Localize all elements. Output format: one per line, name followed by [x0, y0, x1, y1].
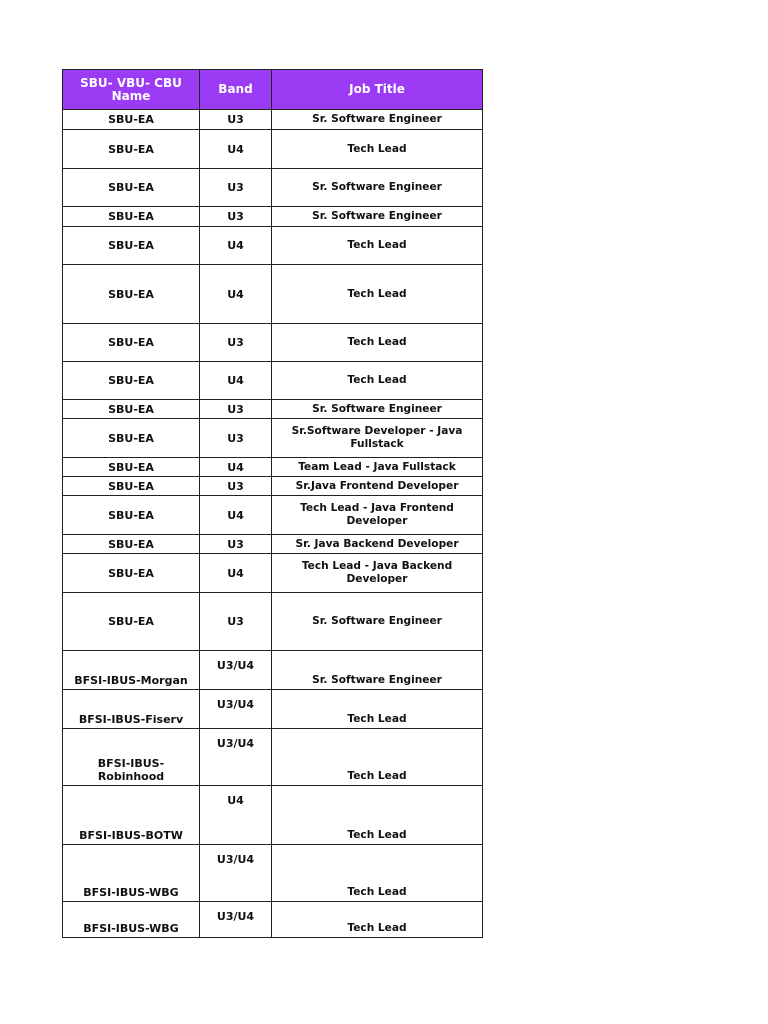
- band-cell: U3: [200, 535, 272, 554]
- unit-name-cell: BFSI-IBUS-Morgan: [63, 651, 200, 690]
- band-cell: U4: [200, 130, 272, 169]
- band-cell: U3: [200, 593, 272, 651]
- table-row: [63, 554, 483, 593]
- band-cell: U3/U4: [200, 902, 272, 938]
- job-title-cell: Tech Lead: [272, 265, 483, 324]
- job-title-cell: Sr. Software Engineer: [272, 110, 483, 130]
- band-cell: U4: [200, 554, 272, 593]
- job-title-cell: Tech Lead - Java Frontend Developer: [272, 496, 483, 535]
- band-cell: U3: [200, 110, 272, 130]
- unit-name-cell: SBU-EA: [63, 554, 200, 593]
- unit-name-cell: SBU-EA: [63, 458, 200, 477]
- job-title-cell: Sr.Software Developer - Java Fullstack: [272, 419, 483, 458]
- unit-name-cell: SBU-EA: [63, 362, 200, 400]
- table-body: [63, 110, 483, 938]
- job-title-cell: Sr.Java Frontend Developer: [272, 477, 483, 496]
- band-cell: U3: [200, 324, 272, 362]
- band-cell: U3: [200, 169, 272, 207]
- unit-name-cell: SBU-EA: [63, 496, 200, 535]
- job-title-cell: Tech Lead: [272, 729, 483, 786]
- job-title-cell: Tech Lead: [272, 845, 483, 902]
- table-row: [63, 786, 483, 845]
- band-cell: U4: [200, 496, 272, 535]
- unit-name-cell: BFSI-IBUS-WBG: [63, 902, 200, 938]
- header-band: Band: [200, 70, 272, 110]
- band-cell: U3/U4: [200, 845, 272, 902]
- band-cell: U4: [200, 786, 272, 845]
- header-job-title: Job Title: [272, 70, 483, 110]
- unit-name-cell: SBU-EA: [63, 593, 200, 651]
- table-row: [63, 729, 483, 786]
- job-title-cell: Tech Lead: [272, 786, 483, 845]
- table-header: [63, 70, 483, 110]
- unit-name-cell: SBU-EA: [63, 535, 200, 554]
- table-row: [63, 207, 483, 227]
- job-title-cell: Tech Lead: [272, 324, 483, 362]
- unit-name-cell: SBU-EA: [63, 477, 200, 496]
- job-title-cell: Sr. Software Engineer: [272, 651, 483, 690]
- jobs-table: [62, 69, 483, 938]
- table-row: [63, 265, 483, 324]
- job-title-cell: Sr. Software Engineer: [272, 400, 483, 419]
- job-title-cell: Sr. Software Engineer: [272, 169, 483, 207]
- table-row: [63, 324, 483, 362]
- table-row: [63, 535, 483, 554]
- unit-name-cell: SBU-EA: [63, 207, 200, 227]
- job-title-cell: Tech Lead: [272, 130, 483, 169]
- table-row: [63, 651, 483, 690]
- table-row: [63, 477, 483, 496]
- job-title-cell: Sr. Software Engineer: [272, 207, 483, 227]
- unit-name-cell: SBU-EA: [63, 110, 200, 130]
- band-cell: U3: [200, 400, 272, 419]
- job-title-cell: Team Lead - Java Fullstack: [272, 458, 483, 477]
- table-row: [63, 400, 483, 419]
- job-title-cell: Tech Lead: [272, 362, 483, 400]
- table-row: [63, 362, 483, 400]
- header-row: [63, 70, 483, 110]
- table-row: [63, 130, 483, 169]
- unit-name-cell: BFSI-IBUS-BOTW: [63, 786, 200, 845]
- unit-name-cell: SBU-EA: [63, 227, 200, 265]
- table-row: [63, 458, 483, 477]
- table-row: [63, 496, 483, 535]
- unit-name-cell: SBU-EA: [63, 130, 200, 169]
- band-cell: U4: [200, 362, 272, 400]
- band-cell: U4: [200, 265, 272, 324]
- table-row: [63, 169, 483, 207]
- band-cell: U3/U4: [200, 651, 272, 690]
- table-row: [63, 845, 483, 902]
- unit-name-cell: SBU-EA: [63, 324, 200, 362]
- table-row: [63, 227, 483, 265]
- table-row: [63, 419, 483, 458]
- unit-name-cell: BFSI-IBUS-WBG: [63, 845, 200, 902]
- table-row: [63, 690, 483, 729]
- table-row: [63, 593, 483, 651]
- header-unit-name: SBU- VBU- CBU Name: [63, 70, 200, 110]
- band-cell: U3/U4: [200, 690, 272, 729]
- band-cell: U3: [200, 477, 272, 496]
- unit-name-cell: BFSI-IBUS-Robinhood: [63, 729, 200, 786]
- unit-name-cell: SBU-EA: [63, 400, 200, 419]
- job-title-cell: Tech Lead: [272, 227, 483, 265]
- unit-name-cell: BFSI-IBUS-Fiserv: [63, 690, 200, 729]
- table-row: [63, 902, 483, 938]
- band-cell: U4: [200, 458, 272, 477]
- band-cell: U4: [200, 227, 272, 265]
- unit-name-cell: SBU-EA: [63, 265, 200, 324]
- unit-name-cell: SBU-EA: [63, 169, 200, 207]
- job-title-cell: Tech Lead: [272, 690, 483, 729]
- job-title-cell: Sr. Software Engineer: [272, 593, 483, 651]
- job-title-cell: Tech Lead - Java Backend Developer: [272, 554, 483, 593]
- job-title-cell: Tech Lead: [272, 902, 483, 938]
- job-title-cell: Sr. Java Backend Developer: [272, 535, 483, 554]
- band-cell: U3/U4: [200, 729, 272, 786]
- table-row: [63, 110, 483, 130]
- unit-name-cell: SBU-EA: [63, 419, 200, 458]
- band-cell: U3: [200, 419, 272, 458]
- band-cell: U3: [200, 207, 272, 227]
